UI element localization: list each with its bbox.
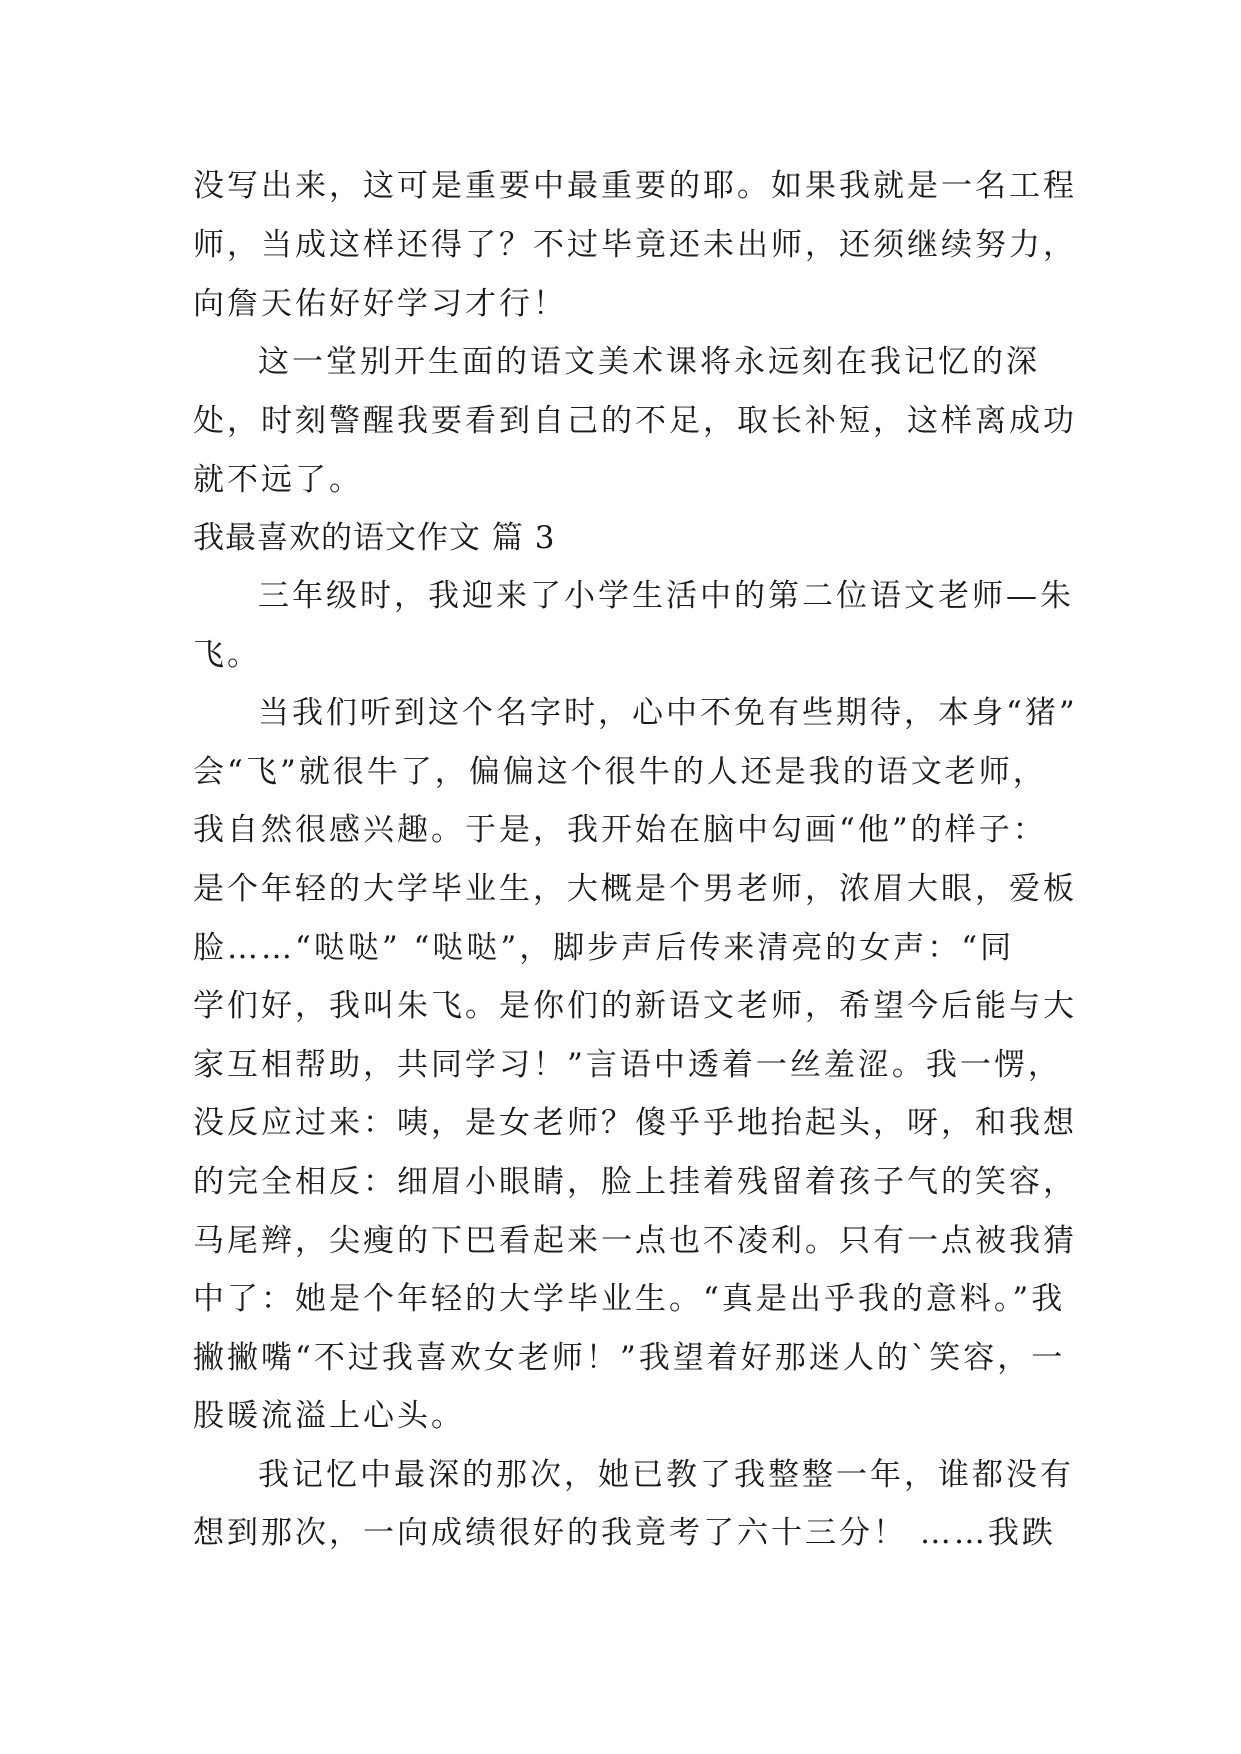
text-line: 处，时刻警醒我要看到自己的不足，取长补短，这样离成功 — [193, 403, 1077, 439]
text-line: 飞。 — [193, 637, 261, 673]
text-line: 的完全相反：细眉小眼睛，脸上挂着残留着孩子气的笑容， — [193, 1164, 1077, 1200]
text-line: 师，当成这样还得了？不过毕竟还未出师，还须继续努力， — [193, 227, 1077, 263]
text-line: 中了：她是个年轻的大学毕业生。“真是出乎我的意料。”我 — [193, 1281, 1066, 1317]
text-line: 马尾辫，尖瘦的下巴看起来一点也不凌利。只有一点被我猜 — [193, 1223, 1077, 1259]
text-line: 没写出来，这可是重要中最重要的耶。如果我就是一名工程 — [193, 168, 1077, 204]
text-line: 没反应过来：咦，是女老师？傻乎乎地抬起头，呀，和我想 — [193, 1105, 1077, 1141]
text-line: 家互相帮助，共同学习！”言语中透着一丝羞涩。我一愣， — [193, 1047, 1062, 1083]
text-line: 想到那次，一向成绩很好的我竟考了六十三分！ ……我跌 — [193, 1515, 1056, 1551]
text-line: 撇撇嘴“不过我喜欢女老师！”我望着好那迷人的`笑容，一 — [193, 1340, 1066, 1376]
text-line: 学们好，我叫朱飞。是你们的新语文老师，希望今后能与大 — [193, 988, 1077, 1024]
text-line: 三年级时，我迎来了小学生活中的第二位语文老师—朱 — [258, 578, 1074, 614]
text-line: 会“飞”就很牛了，偏偏这个很牛的人还是我的语文老师， — [193, 754, 1047, 790]
text-line: 这一堂别开生面的语文美术课将永远刻在我记忆的深 — [258, 344, 1040, 380]
text-line: 向詹天佑好好学习才行！ — [193, 286, 567, 322]
text-line: 脸……“哒哒” “哒哒”，脚步声后传来清亮的女声：“同 — [193, 930, 1015, 966]
text-line: 就不远了。 — [193, 462, 363, 498]
text-line: 股暖流溢上心头。 — [193, 1398, 465, 1434]
section-heading: 我最喜欢的语文作文 篇 3 — [193, 520, 556, 556]
text-line: 是个年轻的大学毕业生，大概是个男老师，浓眉大眼，爱板 — [193, 871, 1077, 907]
text-line: 当我们听到这个名字时，心中不免有些期待，本身“猪” — [258, 695, 1078, 731]
text-line: 我记忆中最深的那次，她已教了我整整一年，谁都没有 — [258, 1457, 1074, 1493]
text-line: 我自然很感兴趣。于是，我开始在脑中勾画“他”的样子： — [193, 812, 1047, 848]
